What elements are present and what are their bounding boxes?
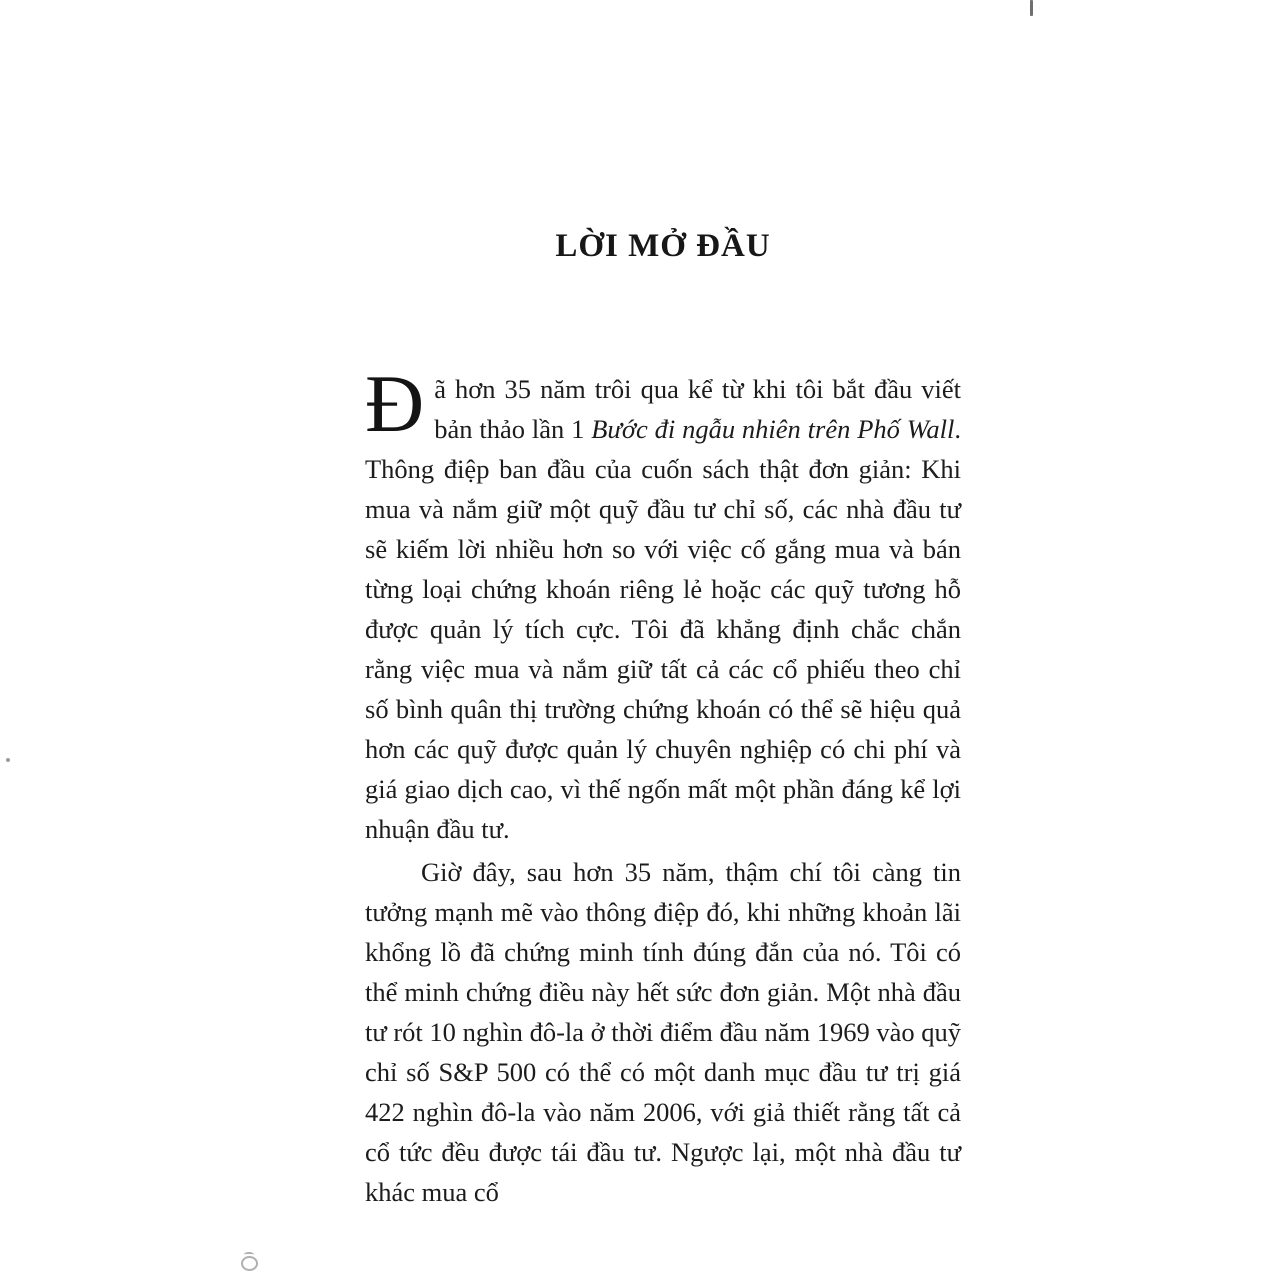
page-title: LỜI MỞ ĐẦU xyxy=(555,228,771,264)
book-title-italic: Bước đi ngẫu nhiên trên Phố Wall xyxy=(591,414,955,444)
scan-artifact-bottom-mark xyxy=(241,1256,258,1271)
text-block xyxy=(365,358,962,1212)
drop-cap-letter: Đ xyxy=(365,358,425,449)
paragraph-1-text-start: ã hơn 35 năm trôi qua kể từ khi tôi bắt đầu viết bản thảo lần 1 xyxy=(434,374,961,444)
scan-artifact-left-dot xyxy=(6,758,10,762)
paragraph-2: Giờ đây, sau hơn 35 năm, thậm chí tôi càng tin tưởng mạnh mẽ vào thông điệp đó, khi những khoản lãi khổng lồ đã chứng minh tính đúng đắn của nó. Tôi có thể minh chứng điều này hết sức đơn giản. Một nhà đầu tư rót 10 nghìn đô-la ở thời điểm đầu năm 1969 vào quỹ chỉ số S&P 500 có thể có một danh mục đầu tư trị giá 422 nghìn đô-la vào năm 2006, với giả thiết rằng tất cả cổ tức đều được tái đầu tư. Ngược lại, một nhà đầu tư khác mua cổ xyxy=(365,857,961,1207)
paragraph-1-text-rest: . Thông điệp ban đầu của cuốn sách thật đơn giản: Khi mua và nắm giữ một quỹ đầu tư chỉ số, các nhà đầu tư sẽ kiếm lời nhiều hơn so với việc cố gắng mua và bán từng loại chứng khoán riêng lẻ hoặc các quỹ tương hỗ được quản lý tích cực. Tôi đã khẳng định chắc chắn rằng việc mua và nắm giữ tất cả các cổ phiếu theo chỉ số bình quân thị trường chứng khoán có thể sẽ hiệu quả hơn các quỹ được quản lý chuyên nghiệp có chi phí và giá giao dịch cao, vì thế ngốn mất một phần đáng kể lợi nhuận đầu tư. xyxy=(365,414,962,844)
scan-artifact-top-line xyxy=(1030,0,1033,16)
paragraph-1 xyxy=(365,358,962,849)
